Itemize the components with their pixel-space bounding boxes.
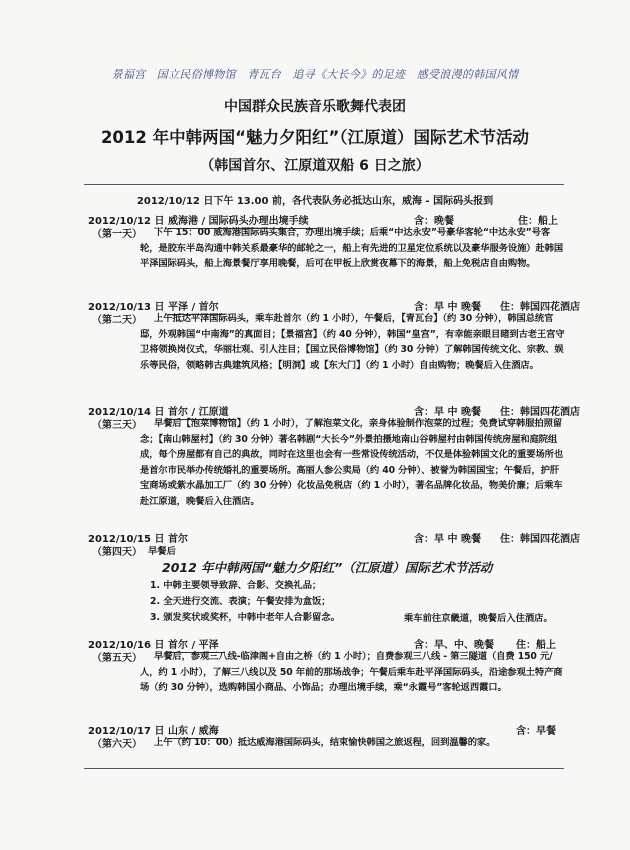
day-description: 上午抵达平泽国际码头，乘车赴首尔（约 1 小时），午餐后，【青瓦台】（约 30 分钟），韩国总统官邸，外观韩国“中南海”的真面目；【景福宫】（约 40 分钟），韩国“皇宫”，有幸能亲眼目睹到古老王宫守卫将领换岗仪式，华丽壮观、引人注目；【国立民俗博物馆】（约 30 分钟）了解韩国传统文化、宗教、娱乐等民俗，领略韩古典建筑风格；【明洞】或【东大门】（约 1 小时）自由购物；晚餐后入住酒店。: [140, 313, 565, 371]
day-description: 早餐后，参观三八线-临津阁+自由之桥（约 1 小时）；自费参观三八线 - 第三隧道（自费 150 元/人，约 1 小时），了解三八线以及 50 年前的那场战争；午餐后乘车赴平泽国际码头，沿途参观土特产商场（约 30 分钟），选购韩国小商品、小饰品；办理出境手续，乘“永霞号”客轮返西霞口。: [140, 651, 563, 693]
day-description: 下午 15：00 威海港国际码头集合，办理出境手续；后乘“中达永安”号豪华客轮“中达永安”号客轮，是胶东半岛沟通中韩关系最豪华的邮轮之一，船上有先进的卫星定位系统以及豪华服务设施）赴韩国平泽国际码头，船上海景餐厅享用晚餐，后可在甲板上欣赏夜幕下的海景，船上免税店自由购物。: [140, 227, 564, 269]
day-route: 首尔 / 江原道: [168, 403, 235, 420]
day-date: 2012/10/17 日: [88, 726, 165, 737]
day-note: 乘车前往京畿道，晚餐后入住酒店。: [404, 613, 553, 624]
day-meals: 含：早 中 晚餐: [414, 302, 481, 313]
day-label: （第二天）: [92, 315, 142, 326]
day-route: 首尔 / 平泽: [168, 636, 225, 653]
day-date: 2012/10/16 日: [88, 640, 165, 651]
day-route: 首尔: [168, 534, 188, 545]
day-stay: 住：船上: [518, 216, 558, 227]
day-stay: 住：韩国四花酒店: [500, 534, 580, 545]
day-route: 威海港 / 国际码头办理出境手续: [168, 212, 315, 229]
day-stay: 住：韩国四花酒店: [500, 407, 580, 418]
page-title: 2012 年中韩两国“魅力夕阳红”（江原道）国际艺术节活动: [100, 128, 530, 147]
tagline: 景福宫 国立民俗博物馆 青瓦台 追寻《大长今》的足迹 感受浪漫的韩国风情: [111, 68, 519, 81]
day-date: 2012/10/13 日: [88, 302, 165, 313]
festival-program-list: [150, 578, 340, 626]
program-item: 3. 颁发奖状或奖杯，中韩中老年人合影留念。: [150, 612, 340, 623]
day-stay: 住：船上: [516, 640, 556, 651]
top-divider: [84, 184, 564, 185]
intro-note: 2012/10/12 日下午 13.00 前，各代表队务必抵达山东，威海 - 国际码头报到: [136, 196, 494, 207]
bottom-divider: [84, 768, 564, 769]
page-subtitle: （韩国首尔、江原道双船 6 日之旅）: [200, 158, 430, 174]
day-meals: 含：早 中 晚餐: [414, 534, 481, 545]
program-item: 1. 中韩主要领导致辞、合影、交换礼品；: [150, 580, 322, 591]
day-route: 平泽 / 首尔: [168, 298, 225, 315]
day-description: 早餐后【泡菜博物馆】（约 1 小时），了解泡菜文化，亲身体验制作泡菜的过程；免费试穿韩服拍照留念；【南山韩屋村】（约 30 分钟）著名韩剧“大长今”外景拍摄地南山谷韩屋村由韩国传统房屋和庭院组成，每个房屋都有自己的典故，同时在这里也会有一些常设传统活动，不仅是体验韩国文化的重要场所也是首尔市民举办传统婚礼的重要场所。高丽人参公卖局（约 40 分钟）、被誉为韩国国宝；午餐后，护肝宝商场或紫水晶加工厂（约 30 分钟）化妆品免税店（约 1 小时），著名品牌化妆品，物美价廉；后乘车赴江原道，晚餐后入住酒店。: [140, 418, 564, 507]
day-route: 山东 / 威海: [168, 722, 225, 739]
day-description: 上午（约 10：00）抵达威海港国际码头，结束愉快韩国之旅返程，回到温馨的家。: [154, 737, 496, 748]
day-label: （第五天）: [92, 653, 142, 664]
day-label: （第三天）: [92, 420, 142, 431]
day-date: 2012/10/12 日: [88, 216, 165, 227]
day-label: （第六天）: [92, 739, 142, 750]
day-stay: 住：韩国四花酒店: [500, 302, 580, 313]
day-meals: 含：早 中 晚餐: [414, 407, 481, 418]
day-after-breakfast: 早餐后: [148, 546, 176, 557]
day-date: 2012/10/14 日: [88, 407, 165, 418]
organization-name: 中国群众民族音乐歌舞代表团: [224, 99, 406, 115]
program-item: 2. 全天进行交流、表演；午餐安排为盒饭；: [150, 596, 331, 607]
day-label: （第四天）: [92, 547, 142, 558]
day-date: 2012/10/15 日: [88, 534, 165, 545]
day-meals: 含：晚餐: [414, 216, 454, 227]
day-label: （第一天）: [92, 229, 142, 240]
festival-event-title: 2012 年中韩两国“魅力夕阳红”（江原道）国际艺术节活动: [162, 560, 493, 575]
day-meals: 含：早餐: [516, 726, 556, 737]
day-meals: 含：早、中、晚餐: [414, 640, 494, 651]
